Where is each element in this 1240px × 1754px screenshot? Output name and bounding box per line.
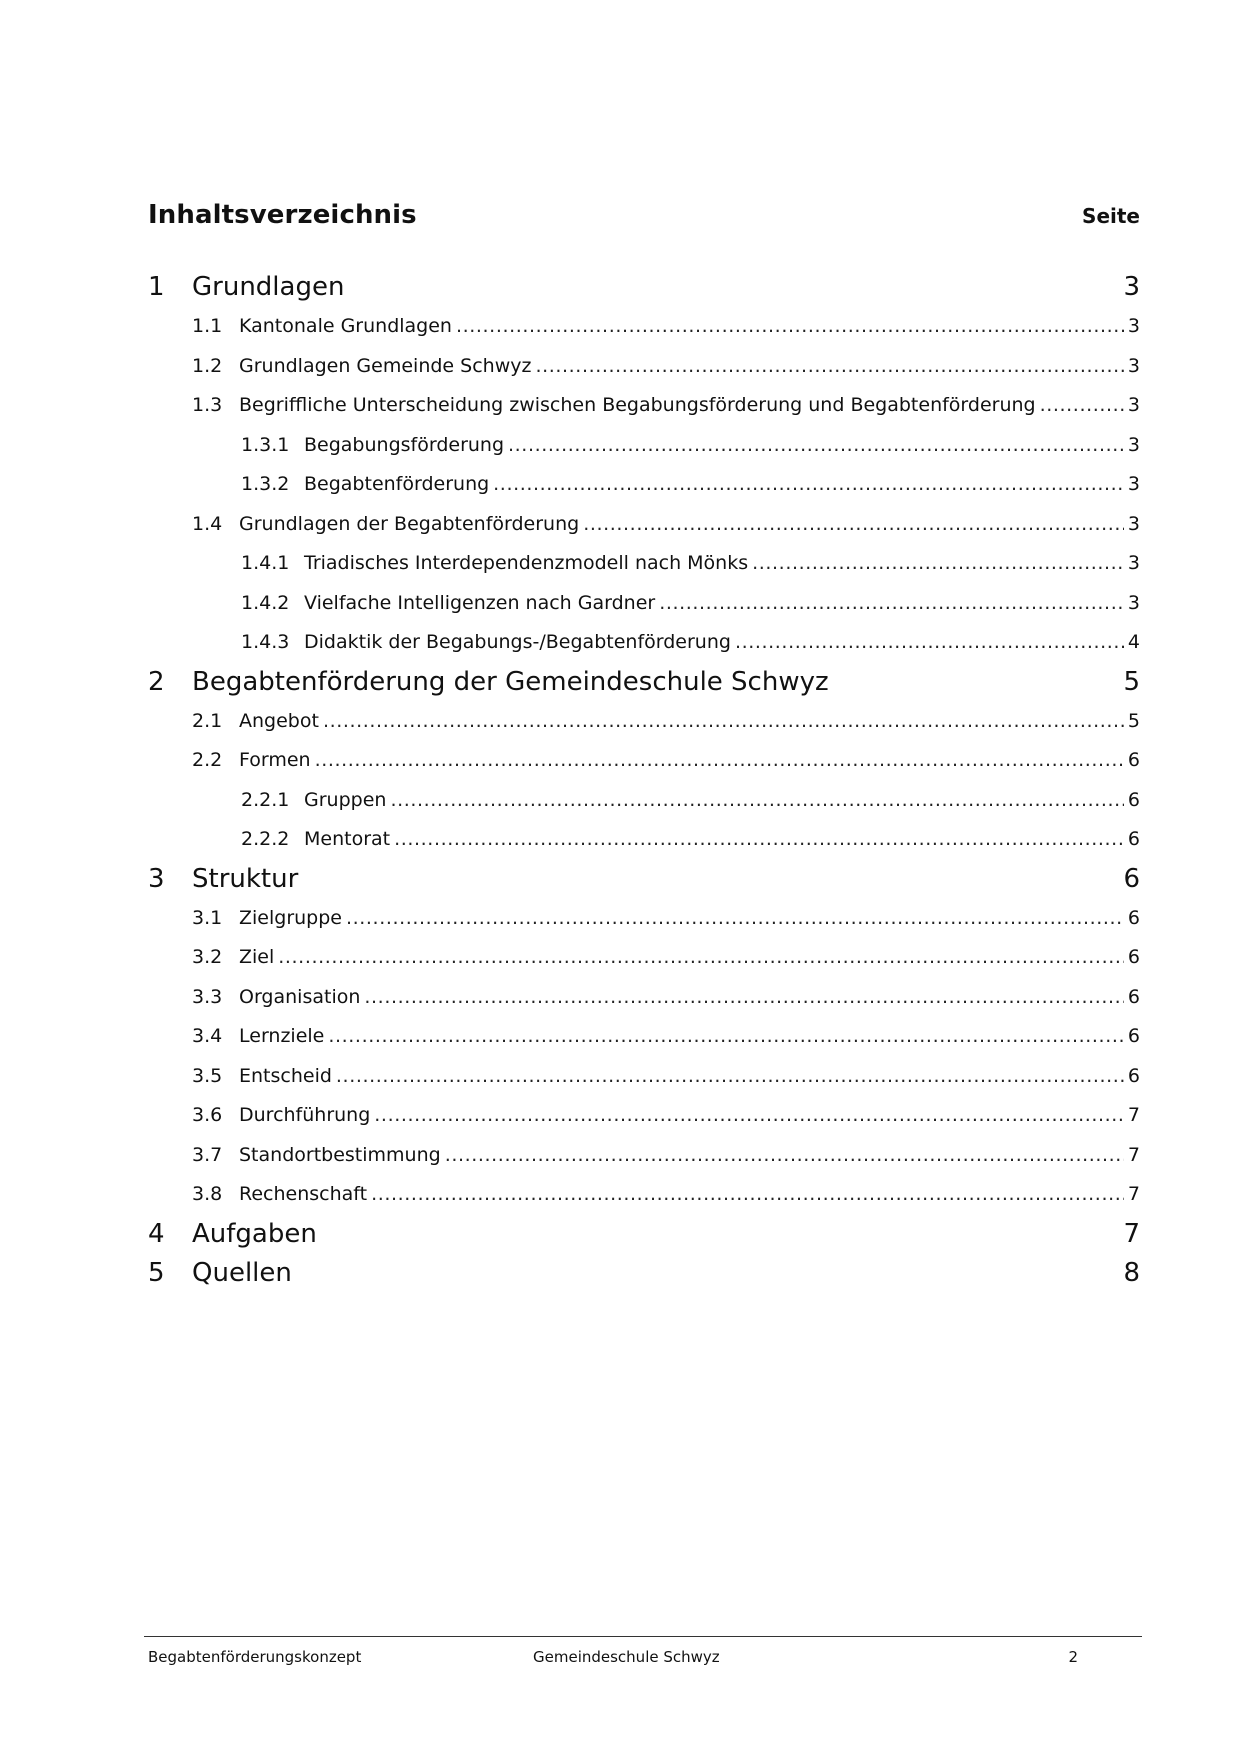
toc-dot-leader <box>364 978 1124 1018</box>
toc-section-entry[interactable] <box>148 505 1140 545</box>
toc-entry-number: 2.2.2 <box>241 828 290 850</box>
toc-entry-title: Organisation <box>239 985 361 1008</box>
toc-section-entry[interactable] <box>148 938 1140 978</box>
toc-entry-title: Mentorat <box>304 828 391 850</box>
toc-entry-title: Rechenschaft <box>239 1183 368 1205</box>
toc-entry-number: 3.6 <box>192 1104 223 1126</box>
toc-entry-page-number: 3 <box>1127 552 1140 574</box>
toc-dot-leader <box>493 465 1124 505</box>
toc-entry-number: 3.2 <box>192 946 223 968</box>
toc-section-entry[interactable] <box>148 899 1140 939</box>
toc-dot-leader <box>323 702 1124 742</box>
toc-entry-page-number: 7 <box>1127 1183 1140 1205</box>
toc-entry-page-number: 3 <box>1127 315 1140 337</box>
toc-entry-number: 2 <box>148 666 165 697</box>
toc-entry-title: Quellen <box>192 1257 292 1288</box>
toc-entry-title: Angebot <box>239 709 319 732</box>
toc-entry-title: Lernziele <box>239 1025 325 1047</box>
toc-dot-leader <box>371 1175 1124 1215</box>
toc-entry-page-number: 6 <box>1127 788 1140 811</box>
toc-entry-page-number: 3 <box>1127 473 1140 495</box>
toc-entry-page-number: 3 <box>1127 591 1140 614</box>
toc-entry-title: Begabungsförderung <box>304 433 505 456</box>
toc-entry-page-number: 3 <box>1123 272 1140 302</box>
toc-entry-page-number: 6 <box>1127 1025 1140 1047</box>
toc-entry-number: 5 <box>148 1257 165 1288</box>
toc-subsection-entry[interactable] <box>148 544 1140 584</box>
toc-subsection-entry[interactable] <box>148 426 1140 466</box>
toc-entry-number: 3.4 <box>192 1025 223 1047</box>
toc-entry-number: 2.1 <box>192 709 223 732</box>
footer-divider <box>144 1636 1142 1637</box>
toc-entry-page-number: 6 <box>1127 946 1140 968</box>
toc-entry-title: Ziel <box>239 946 275 968</box>
footer-document-title: Begabtenförderungskonzept <box>148 1648 362 1666</box>
toc-entry-number: 1.3 <box>192 394 223 416</box>
toc-dot-leader <box>456 307 1124 347</box>
toc-dot-leader <box>508 426 1124 466</box>
toc-section-entry[interactable] <box>148 347 1140 387</box>
toc-section-entry[interactable] <box>148 702 1140 742</box>
toc-entry-title: Begabtenförderung <box>304 473 490 495</box>
toc-entry-title: Aufgaben <box>192 1218 317 1249</box>
toc-chapter-entry[interactable] <box>148 1254 1140 1293</box>
toc-entry-number: 2.2 <box>192 749 223 771</box>
toc-entry-page-number: 7 <box>1123 1218 1140 1249</box>
toc-entry-number: 1.4.3 <box>241 631 290 653</box>
toc-entry-title: Durchführung <box>239 1104 371 1126</box>
toc-chapter-entry[interactable] <box>148 663 1140 702</box>
toc-entry-page-number: 5 <box>1123 666 1140 697</box>
toc-entry-page-number: 6 <box>1127 749 1140 771</box>
toc-entry-page-number: 3 <box>1127 394 1140 416</box>
toc-dot-leader <box>390 781 1123 821</box>
toc-entry-number: 3.7 <box>192 1143 223 1166</box>
toc-entry-page-number: 7 <box>1127 1104 1140 1126</box>
toc-subsection-entry[interactable] <box>148 623 1140 663</box>
toc-entry-number: 1 <box>148 272 165 302</box>
toc-entry-page-number: 6 <box>1123 863 1140 894</box>
toc-entry-page-number: 6 <box>1127 985 1140 1008</box>
toc-entry-number: 1.2 <box>192 354 223 377</box>
toc-section-entry[interactable] <box>148 1175 1140 1215</box>
toc-entry-number: 1.4.2 <box>241 591 290 614</box>
toc-entry-title: Grundlagen <box>192 272 345 302</box>
toc-chapter-entry[interactable] <box>148 1215 1140 1254</box>
toc-dot-leader <box>394 820 1124 860</box>
toc-entry-title: Zielgruppe <box>239 906 342 929</box>
toc-dot-leader <box>346 899 1124 939</box>
toc-entry-title: Struktur <box>192 863 299 894</box>
toc-entry-page-number: 3 <box>1127 354 1140 377</box>
toc-entry-title: Begabtenförderung der Gemeindeschule Schwyz <box>192 666 829 697</box>
toc-entry-number: 2.2.1 <box>241 788 290 811</box>
toc-heading <box>148 200 1140 240</box>
toc-dot-leader <box>278 938 1124 978</box>
toc-section-entry[interactable] <box>148 978 1140 1018</box>
table-of-contents <box>148 268 1140 1293</box>
toc-chapter-entry[interactable] <box>148 268 1140 307</box>
toc-entry-number: 3 <box>148 863 165 894</box>
toc-page-column-label: Seite <box>1082 204 1140 228</box>
toc-title: Inhaltsverzeichnis <box>148 200 417 230</box>
toc-entry-number: 1.3.2 <box>241 473 290 495</box>
toc-section-entry[interactable] <box>148 741 1140 781</box>
toc-entry-title: Didaktik der Begabungs-/Begabtenförderung <box>304 631 731 653</box>
toc-entry-page-number: 3 <box>1127 433 1140 456</box>
toc-dot-leader <box>659 584 1124 624</box>
toc-dot-leader <box>374 1096 1124 1136</box>
toc-section-entry[interactable] <box>148 1136 1140 1176</box>
footer-page-number: 2 <box>1068 1648 1078 1666</box>
toc-section-entry[interactable] <box>148 386 1140 426</box>
toc-section-entry[interactable] <box>148 1017 1140 1057</box>
toc-entry-title: Entscheid <box>239 1064 332 1087</box>
toc-entry-title: Vielfache Intelligenzen nach Gardner <box>304 591 656 614</box>
toc-entry-number: 3.1 <box>192 906 223 929</box>
toc-section-entry[interactable] <box>148 1057 1140 1097</box>
toc-entry-page-number: 6 <box>1127 906 1140 929</box>
toc-entry-number: 1.1 <box>192 315 223 337</box>
toc-entry-title: Triadisches Interdependenzmodell nach Mönks <box>304 552 749 574</box>
toc-subsection-entry[interactable] <box>148 781 1140 821</box>
toc-section-entry[interactable] <box>148 307 1140 347</box>
toc-dot-leader <box>328 1017 1124 1057</box>
toc-entry-number: 1.3.1 <box>241 433 290 456</box>
toc-dot-leader <box>535 347 1123 387</box>
toc-dot-leader <box>752 544 1124 584</box>
toc-chapter-entry[interactable] <box>148 860 1140 899</box>
toc-entry-number: 1.4 <box>192 512 223 535</box>
toc-entry-page-number: 3 <box>1127 512 1140 535</box>
toc-dot-leader <box>1040 386 1124 426</box>
toc-dot-leader <box>583 505 1124 545</box>
toc-dot-leader <box>445 1136 1124 1176</box>
toc-subsection-entry[interactable] <box>148 465 1140 505</box>
page-footer <box>148 1648 1078 1672</box>
toc-entry-number: 3.8 <box>192 1183 223 1205</box>
footer-organization: Gemeindeschule Schwyz <box>533 1648 720 1666</box>
toc-entry-number: 1.4.1 <box>241 552 290 574</box>
toc-entry-page-number: 4 <box>1127 631 1140 653</box>
toc-entry-title: Gruppen <box>304 788 387 811</box>
toc-entry-page-number: 6 <box>1127 1064 1140 1087</box>
toc-entry-title: Grundlagen Gemeinde Schwyz <box>239 354 532 377</box>
toc-entry-title: Formen <box>239 749 311 771</box>
toc-entry-title: Kantonale Grundlagen <box>239 315 452 337</box>
toc-dot-leader <box>735 623 1124 663</box>
toc-subsection-entry[interactable] <box>148 820 1140 860</box>
toc-dot-leader <box>336 1057 1124 1097</box>
toc-subsection-entry[interactable] <box>148 584 1140 624</box>
toc-entry-number: 3.5 <box>192 1064 223 1087</box>
toc-entry-title: Begriffliche Unterscheidung zwischen Begabungsförderung und Begabtenförderung <box>239 394 1036 416</box>
toc-section-entry[interactable] <box>148 1096 1140 1136</box>
toc-entry-number: 4 <box>148 1218 165 1249</box>
toc-entry-page-number: 7 <box>1127 1143 1140 1166</box>
toc-dot-leader <box>315 741 1124 781</box>
toc-entry-page-number: 6 <box>1127 828 1140 850</box>
toc-entry-page-number: 8 <box>1123 1257 1140 1288</box>
toc-entry-page-number: 5 <box>1127 709 1140 732</box>
toc-entry-title: Standortbestimmung <box>239 1143 441 1166</box>
toc-entry-title: Grundlagen der Begabtenförderung <box>239 512 580 535</box>
toc-entry-number: 3.3 <box>192 985 223 1008</box>
